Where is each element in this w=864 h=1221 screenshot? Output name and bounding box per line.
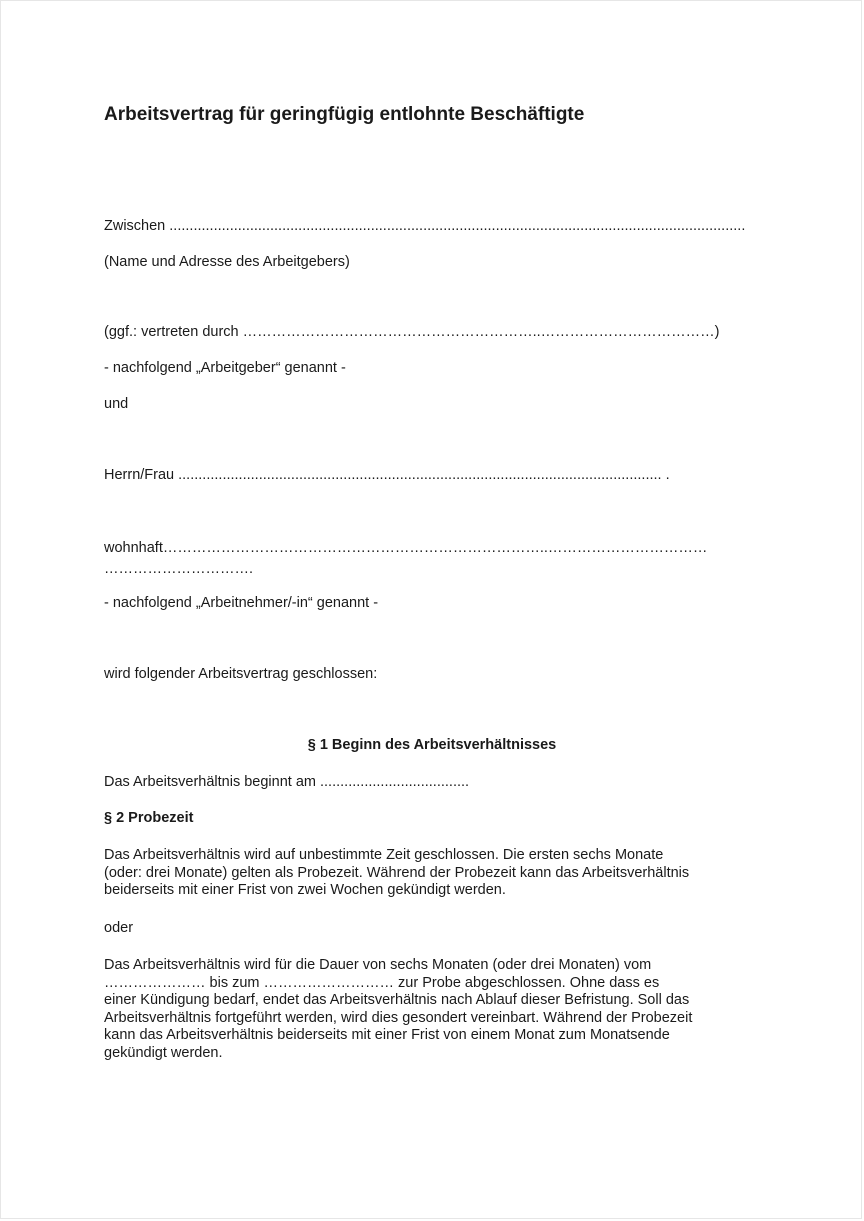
paragraph-line: Das Arbeitsverhältnis wird auf unbestimmte Zeit geschlossen. Die ersten sechs Monate [104,847,664,863]
and-text: und [104,396,129,412]
represented-by-line: (ggf.: vertreten durch ……………………………………………………..………………………………) [104,324,720,340]
paragraph-line: einer Kündigung bedarf, endet das Arbeitsverhältnis nach Ablauf dieser Befristung. Soll das [104,992,690,1008]
paragraph-line: ………………… bis zum ……………………… zur Probe abgeschlossen. Ohne dass es [104,974,660,991]
paragraph-line: (oder: drei Monate) gelten als Probezeit. Während der Probezeit kann das Arbeitsverhältnis [104,864,690,881]
section-1-start-date: Das Arbeitsverhältnis beginnt am ..................................... [104,774,470,790]
employee-alias: - nachfolgend „Arbeitnehmer/-in“ genannt - [104,595,379,611]
employee-name-line: Herrn/Frau ........................................................................................................................ . [104,467,670,483]
section-2-heading: § 2 Probezeit [104,810,194,826]
section-1-heading: § 1 Beginn des Arbeitsverhältnisses [307,737,557,753]
paragraph-line: kann das Arbeitsverhältnis beiderseits mit einer Frist von einem Monat zum Monatsende [104,1027,670,1043]
residence-line-1: wohnhaft……………………………………………………………………..…………………………… [104,540,708,556]
between-line: Zwischen ............................................................................................................................................... [104,218,746,234]
paragraph-line: beiderseits mit einer Frist von zwei Wochen gekündigt werden. [104,882,506,898]
probation-option-1 [104,847,764,900]
probation-option-2 [104,957,764,1062]
employer-name-hint: (Name und Adresse des Arbeitgebers) [104,254,350,270]
document-title: Arbeitsvertrag für geringfügig entlohnte Beschäftigte [104,104,585,125]
or-text: oder [104,920,134,936]
employer-alias: - nachfolgend „Arbeitgeber“ genannt - [104,360,346,376]
paragraph-line: Arbeitsverhältnis fortgeführt werden, wird dies gesondert vereinbart. Während der Probezeit [104,1009,693,1026]
paragraph-line: gekündigt werden. [104,1044,223,1061]
residence-line-2: …………………………. [104,561,254,577]
contract-concluded-text: wird folgender Arbeitsvertrag geschlossen: [104,666,378,682]
paragraph-line: Das Arbeitsverhältnis wird für die Dauer von sechs Monaten (oder drei Monaten) vom [104,957,652,973]
